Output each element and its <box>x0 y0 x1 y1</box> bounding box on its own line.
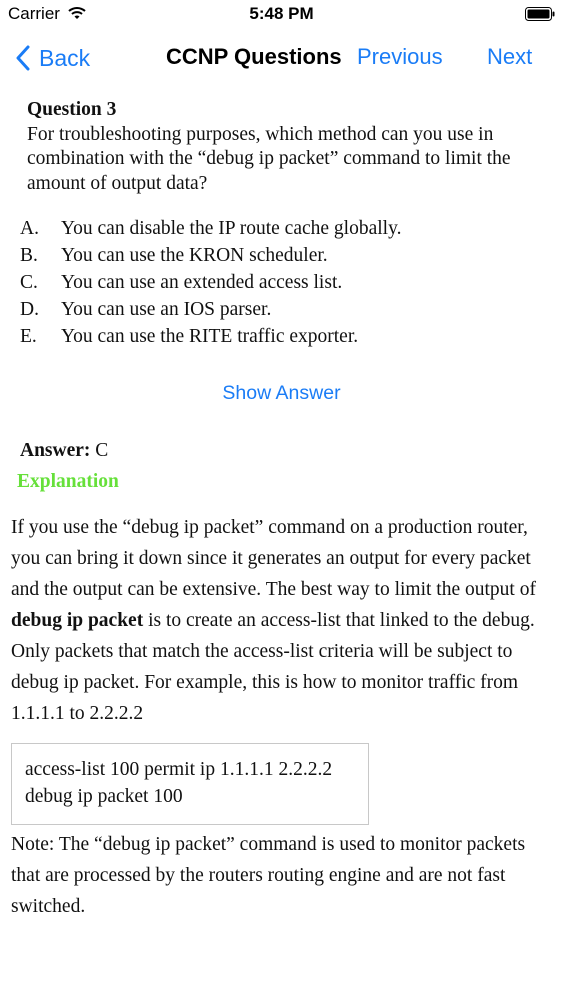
explanation-part-2: is to create an access-list that linked to the debug. Only packets that match the access-list criteria will be subject to debug ip packet. For example, this is how to monitor traffic from 1.1.1.1 to 2.2.2.2 <box>11 610 535 724</box>
option-letter: E. <box>20 326 37 347</box>
option-letter: C. <box>20 272 38 293</box>
code-line: access-list 100 permit ip 1.1.1.1 2.2.2.2 <box>25 759 333 780</box>
question-text: For troubleshooting purposes, which method can you use in combination with the “debug ip packet” command to limit the amount of output data? <box>27 123 511 194</box>
option-text: You can use the RITE traffic exporter. <box>61 326 359 347</box>
note-text: Note: The “debug ip packet” command is used to monitor packets that are processed by the routers routing engine and are not fast switched. <box>11 834 526 917</box>
next-button[interactable]: Next <box>487 44 533 69</box>
status-bar <box>0 0 563 30</box>
option-e <box>20 323 550 350</box>
explanation-heading: Explanation <box>17 471 119 492</box>
answer-line <box>20 440 108 462</box>
page-title: CCNP Questions <box>166 44 342 69</box>
show-answer-button[interactable]: Show Answer <box>222 382 341 404</box>
question-block <box>27 98 552 196</box>
option-a <box>20 215 550 242</box>
back-label: Back <box>39 44 91 71</box>
question-number: Question 3 <box>27 99 117 120</box>
option-c <box>20 269 550 296</box>
battery-icon <box>525 7 555 21</box>
status-time: 5:48 PM <box>249 4 314 23</box>
previous-button[interactable]: Previous <box>357 44 443 69</box>
option-text: You can disable the IP route cache globally. <box>61 218 402 239</box>
option-text: You can use the KRON scheduler. <box>61 245 328 266</box>
chevron-left-icon <box>15 45 31 71</box>
answer-value: C <box>95 440 109 461</box>
code-example <box>11 743 369 825</box>
option-text: You can use an extended access list. <box>61 272 343 293</box>
option-letter: D. <box>20 299 39 320</box>
answer-options <box>20 215 550 350</box>
code-line: debug ip packet 100 <box>25 786 183 807</box>
option-d <box>20 296 550 323</box>
option-b <box>20 242 550 269</box>
answer-label: Answer: <box>20 440 91 461</box>
option-letter: B. <box>20 245 38 266</box>
explanation-part-1: If you use the “debug ip packet” command on a production router, you can bring it down since it generates an output for every packet and the output can be extensive. The best way to limit the output of <box>11 517 536 600</box>
option-letter: A. <box>20 218 39 239</box>
explanation-bold-command: debug ip packet <box>11 610 144 631</box>
navigation-bar <box>0 30 563 86</box>
explanation-text <box>11 512 556 729</box>
carrier-label: Carrier <box>8 4 60 23</box>
back-button[interactable] <box>15 42 90 74</box>
option-text: You can use an IOS parser. <box>61 299 272 320</box>
